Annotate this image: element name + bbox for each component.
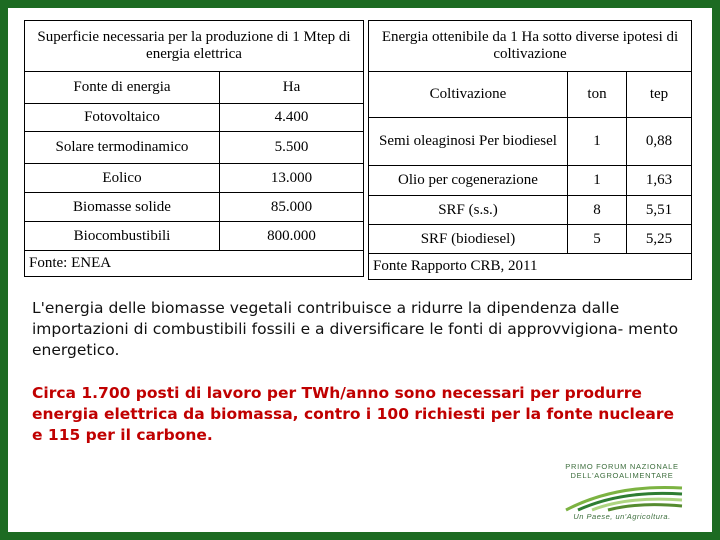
table2-header-tep: tep bbox=[627, 72, 692, 118]
table2-title: Energia ottenibile da 1 Ha sotto diverse ipotesi di coltivazione bbox=[369, 21, 692, 72]
table1-cell: Eolico bbox=[25, 164, 220, 193]
table2-cell: 0,88 bbox=[627, 118, 692, 166]
table1-cell: 85.000 bbox=[220, 193, 364, 222]
frame-right bbox=[712, 0, 720, 540]
jobs-paragraph: Circa 1.700 posti di lavoro per TWh/anno sono necessari per produrre energia elettrica da biomassa, contro i 100 richiesti per la fonte nucleare e 115 per il carbone. bbox=[32, 384, 674, 444]
table2-header-ton: ton bbox=[568, 72, 627, 118]
table2-cell: 1 bbox=[568, 118, 627, 166]
energy-yield-table bbox=[368, 20, 692, 280]
table2-cell: 5,51 bbox=[627, 196, 692, 225]
forum-logo bbox=[556, 462, 688, 528]
table1-cell: Fotovoltaico bbox=[25, 104, 220, 132]
frame-left bbox=[0, 0, 8, 540]
frame-bottom bbox=[0, 532, 720, 540]
biomass-paragraph: L'energia delle biomasse vegetali contribuisce a ridurre la dipendenza dalle importazioni di combustibili fossili e a diversificare le fonti di approvvigiona- mento energetico. bbox=[32, 299, 679, 359]
logo-tagline: Un Paese, un'Agricoltura. bbox=[573, 512, 671, 521]
table2-cell: Olio per cogenerazione bbox=[369, 166, 568, 196]
table1-cell: Biocombustibili bbox=[25, 222, 220, 251]
table2-cell: 1,63 bbox=[627, 166, 692, 196]
table2-cell: 5 bbox=[568, 225, 627, 254]
table1-cell: 800.000 bbox=[220, 222, 364, 251]
table2-cell: 8 bbox=[568, 196, 627, 225]
table2-cell: 5,25 bbox=[627, 225, 692, 254]
table2-cell: SRF (s.s.) bbox=[369, 196, 568, 225]
table1-cell: Biomasse solide bbox=[25, 193, 220, 222]
table1-cell: 13.000 bbox=[220, 164, 364, 193]
table1-header-ha: Ha bbox=[220, 72, 364, 104]
table1-title: Superficie necessaria per la produzione di 1 Mtep di energia elettrica bbox=[25, 21, 364, 72]
land-requirement-table bbox=[24, 20, 364, 277]
logo-line1: PRIMO FORUM NAZIONALE bbox=[565, 462, 679, 471]
frame-top bbox=[0, 0, 720, 8]
table1-cell: 5.500 bbox=[220, 132, 364, 164]
table1-cell: 4.400 bbox=[220, 104, 364, 132]
fields-icon bbox=[556, 480, 688, 512]
logo-line2: DELL'AGROALIMENTARE bbox=[570, 471, 674, 480]
table1-source: Fonte: ENEA bbox=[25, 251, 364, 277]
table2-source: Fonte Rapporto CRB, 2011 bbox=[369, 254, 692, 280]
table2-cell: SRF (biodiesel) bbox=[369, 225, 568, 254]
table1-header-source: Fonte di energia bbox=[25, 72, 220, 104]
table2-cell: Semi oleaginosi Per biodiesel bbox=[369, 118, 568, 166]
table1-cell: Solare termodinamico bbox=[25, 132, 220, 164]
table2-header-crop: Coltivazione bbox=[369, 72, 568, 118]
table2-cell: 1 bbox=[568, 166, 627, 196]
